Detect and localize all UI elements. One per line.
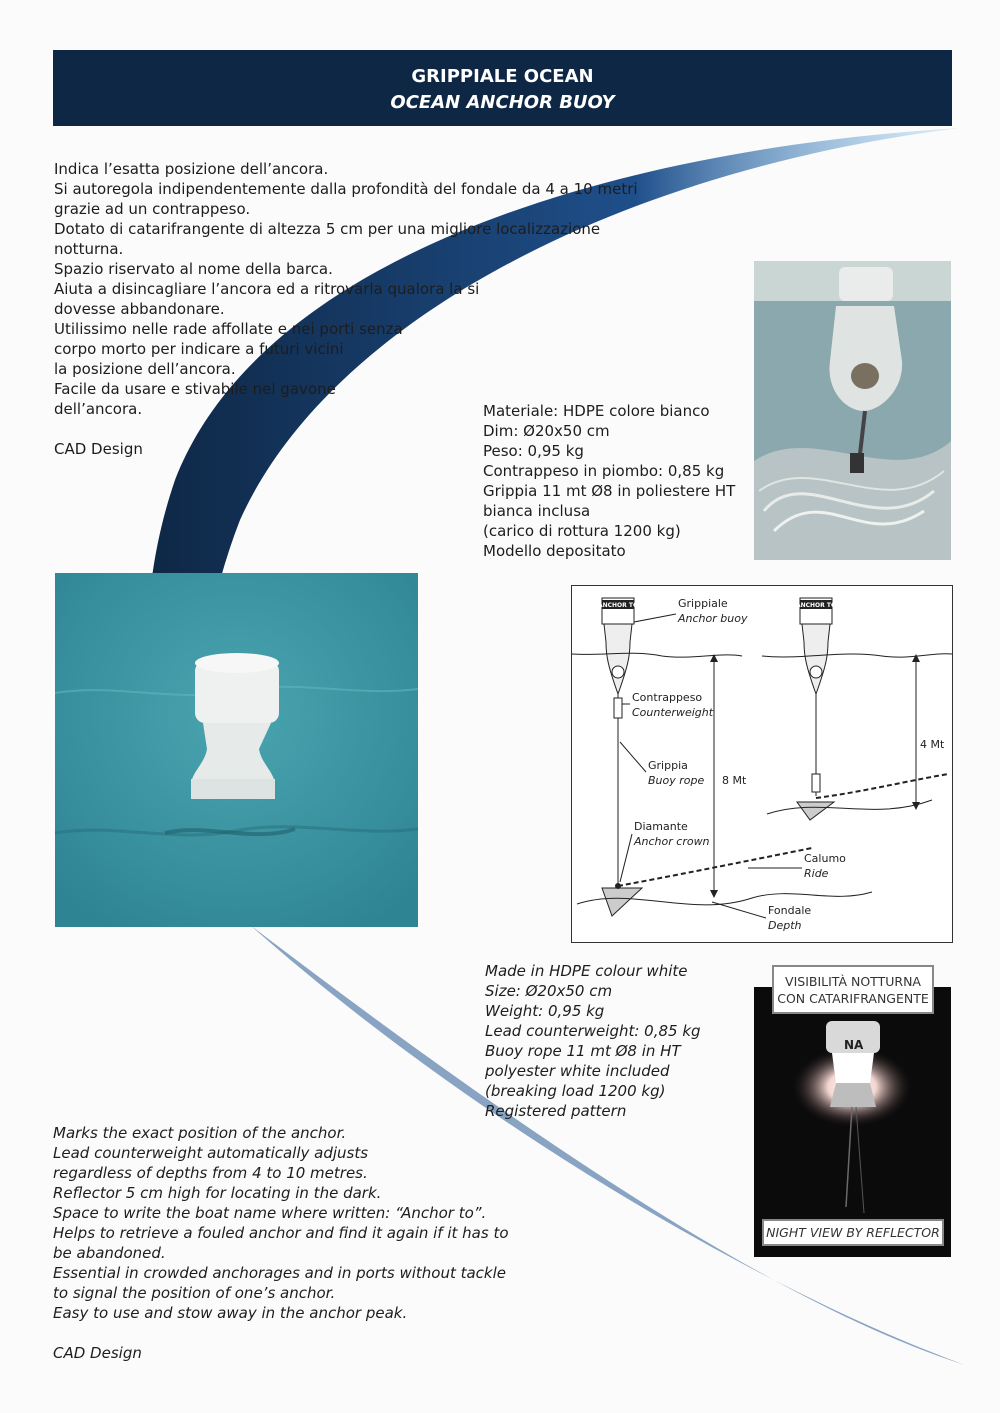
italian-specs-line: Contrappeso in piombo: 0,85 kg [483, 462, 725, 480]
night-buoy-text: NA [844, 1038, 864, 1052]
label-diamante: Diamante [634, 820, 688, 833]
italian-desc-line: la posizione dell’ancora. [54, 360, 236, 378]
english-specs-line: Made in HDPE colour white [485, 962, 688, 980]
anchoring-diagram [571, 585, 953, 943]
italian-specs-line: Grippia 11 mt Ø8 in poliestere HT [483, 482, 736, 500]
label-ride: Ride [804, 867, 829, 880]
english-desc-line: Helps to retrieve a fouled anchor and find it again if it has to [53, 1224, 509, 1242]
italian-specs-line: bianca inclusa [483, 502, 591, 520]
label-counterweight: Counterweight [632, 706, 714, 719]
italian-desc-line: Aiuta a disincagliare l’ancora ed a ritrovarla qualora la si [54, 280, 480, 298]
italian-desc-line: notturna. [54, 240, 124, 258]
italian-desc-line: Indica l’esatta posizione dell’ancora. [54, 160, 329, 178]
italian-desc-line: CAD Design [54, 440, 143, 458]
label-8mt: 8 Mt [722, 774, 747, 787]
label-anchor-crown: Anchor crown [634, 835, 710, 848]
label-buoy-rope: Buoy rope [648, 774, 705, 787]
english-desc-line: CAD Design [53, 1344, 142, 1362]
english-desc-line: to signal the position of one’s anchor. [53, 1284, 336, 1302]
buoy-at-sea-photo [55, 573, 418, 927]
italian-desc-line: Facile da usare e stivabile nel gavone [54, 380, 336, 398]
buoy-on-deck-photo [754, 261, 951, 560]
english-specs-line: Buoy rope 11 mt Ø8 in HT [485, 1042, 681, 1060]
english-desc-line: regardless of depths from 4 to 10 metres. [53, 1164, 368, 1182]
italian-desc-line: Dotato di catarifrangente di altezza 5 cm per una migliore localizzazione [54, 220, 601, 238]
subtitle: OCEAN ANCHOR BUOY [390, 92, 615, 113]
italian-specs-line: Peso: 0,95 kg [483, 442, 584, 460]
english-specs-line: Size: Ø20x50 cm [485, 982, 613, 1000]
italian-desc-line: corpo morto per indicare a futuri vicini [54, 340, 344, 358]
label-4mt: 4 Mt [920, 738, 945, 751]
italian-desc-line: dell’ancora. [54, 400, 143, 418]
english-desc-line: Reflector 5 cm high for locating in the dark. [53, 1184, 382, 1202]
english-specs-line: Weight: 0,95 kg [485, 1002, 605, 1020]
night-caption-italian: VISIBILITÀ NOTTURNA CON CATARIFRANGENTE [772, 965, 934, 1014]
english-desc-line: be abandoned. [53, 1244, 166, 1262]
label-contrappeso: Contrappeso [632, 691, 703, 704]
english-specs-line: polyester white included [485, 1062, 670, 1080]
english-desc-line: Lead counterweight automatically adjusts [53, 1144, 369, 1162]
night-caption-english: NIGHT VIEW BY REFLECTOR [762, 1219, 944, 1246]
night-view-photo [754, 974, 951, 1257]
italian-desc-line: Spazio riservato al nome della barca. [54, 260, 333, 278]
english-specs-line: Lead counterweight: 0,85 kg [485, 1022, 701, 1040]
italian-specs-line: (carico di rottura 1200 kg) [483, 522, 681, 540]
buoy-label-right: ANCHOR TO [795, 602, 837, 609]
italian-desc-line: dovesse abbandonare. [54, 300, 225, 318]
italian-specs-line: Materiale: HDPE colore bianco [483, 402, 710, 420]
italian-specs-line: Modello depositato [483, 542, 626, 560]
label-grippia: Grippia [648, 759, 688, 772]
label-grippiale: Grippiale [678, 597, 728, 610]
title: GRIPPIALE OCEAN [411, 66, 594, 87]
title-banner [53, 50, 952, 126]
italian-desc-line: Utilissimo nelle rade affollate e nei porti senza [54, 320, 403, 338]
italian-desc-line: Si autoregola indipendentemente dalla profondità del fondale da 4 a 10 metri [54, 180, 638, 198]
english-description [53, 1123, 509, 1363]
italian-specs [483, 401, 735, 561]
label-anchor-buoy: Anchor buoy [678, 612, 748, 625]
italian-specs-line: Dim: Ø20x50 cm [483, 422, 610, 440]
english-desc-line [53, 1323, 509, 1343]
english-specs-line: Registered pattern [485, 1102, 627, 1120]
english-desc-line: Marks the exact position of the anchor. [53, 1124, 347, 1142]
english-desc-line: Easy to use and stow away in the anchor peak. [53, 1304, 408, 1322]
english-specs [485, 961, 701, 1121]
buoy-label-left: ANCHOR TO [597, 602, 639, 609]
english-desc-line: Essential in crowded anchorages and in ports without tackle [53, 1264, 507, 1282]
italian-desc-line: grazie ad un contrappeso. [54, 200, 251, 218]
label-calumo: Calumo [804, 852, 846, 865]
label-fondale: Fondale [768, 904, 812, 917]
english-specs-line: (breaking load 1200 kg) [485, 1082, 666, 1100]
english-desc-line: Space to write the boat name where written: “Anchor to”. [53, 1204, 487, 1222]
label-depth: Depth [768, 919, 802, 932]
